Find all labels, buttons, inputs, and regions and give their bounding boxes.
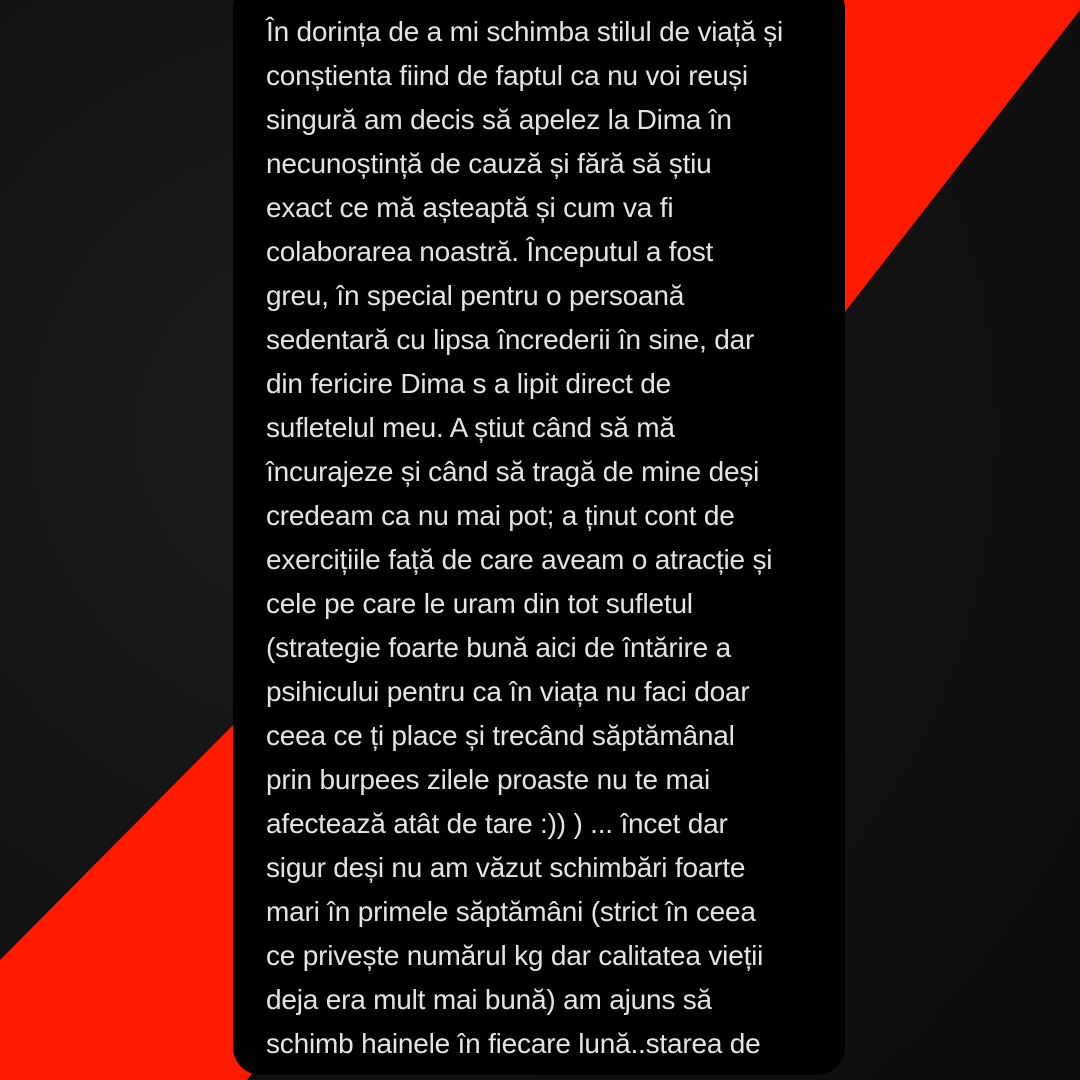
message-line: cele pe care le uram din tot sufletul: [266, 588, 693, 619]
message-line: ceea ce ți place și trecând săptămânal: [266, 720, 735, 751]
message-line: ce privește numărul kg dar calitatea vieții: [266, 940, 764, 971]
message-line: sufletelul meu. A știut când să mă: [266, 412, 675, 443]
message-line: din fericire Dima s a lipit direct de: [266, 368, 671, 399]
message-line: (strategie foarte bună aici de întărire a: [266, 632, 731, 663]
message-line: sigur deși nu am văzut schimbări foarte: [266, 852, 746, 883]
message-card: [233, 0, 845, 1075]
message-line: prin burpees zilele proaste nu te mai: [266, 764, 710, 795]
message-line: necunoștință de cauză și fără să știu: [266, 148, 712, 179]
message-line: afectează atât de tare :)) ) ... încet dar: [266, 808, 728, 839]
message-line: În dorința de a mi schimba stilul de viață și: [266, 16, 784, 47]
message-line: exact ce mă așteaptă și cum va fi: [266, 192, 674, 223]
message-line: greu, în special pentru o persoană: [266, 280, 685, 311]
message-line: exercițiile față de care aveam o atracție și: [266, 544, 773, 575]
message-line: schimb hainele în fiecare lună..starea de: [266, 1028, 761, 1059]
message-line: mari în primele săptămâni (strict în ceea: [266, 896, 756, 927]
message-line: colaborarea noastră. Începutul a fost: [266, 236, 714, 267]
message-line: încurajeze și când să tragă de mine deși: [266, 456, 760, 487]
message-line: conștienta fiind de faptul ca nu voi reuși: [266, 60, 748, 91]
message-line: deja era mult mai bună) am ajuns să: [266, 984, 712, 1015]
message-line: psihicului pentru ca în viața nu faci doar: [266, 676, 750, 707]
message-line: singură am decis să apelez la Dima în: [266, 104, 732, 135]
message-line: sedentară cu lipsa încrederii în sine, dar: [266, 324, 755, 355]
message-line: credeam ca nu mai pot; a ținut cont de: [266, 500, 735, 531]
message-text: [266, 10, 845, 1066]
